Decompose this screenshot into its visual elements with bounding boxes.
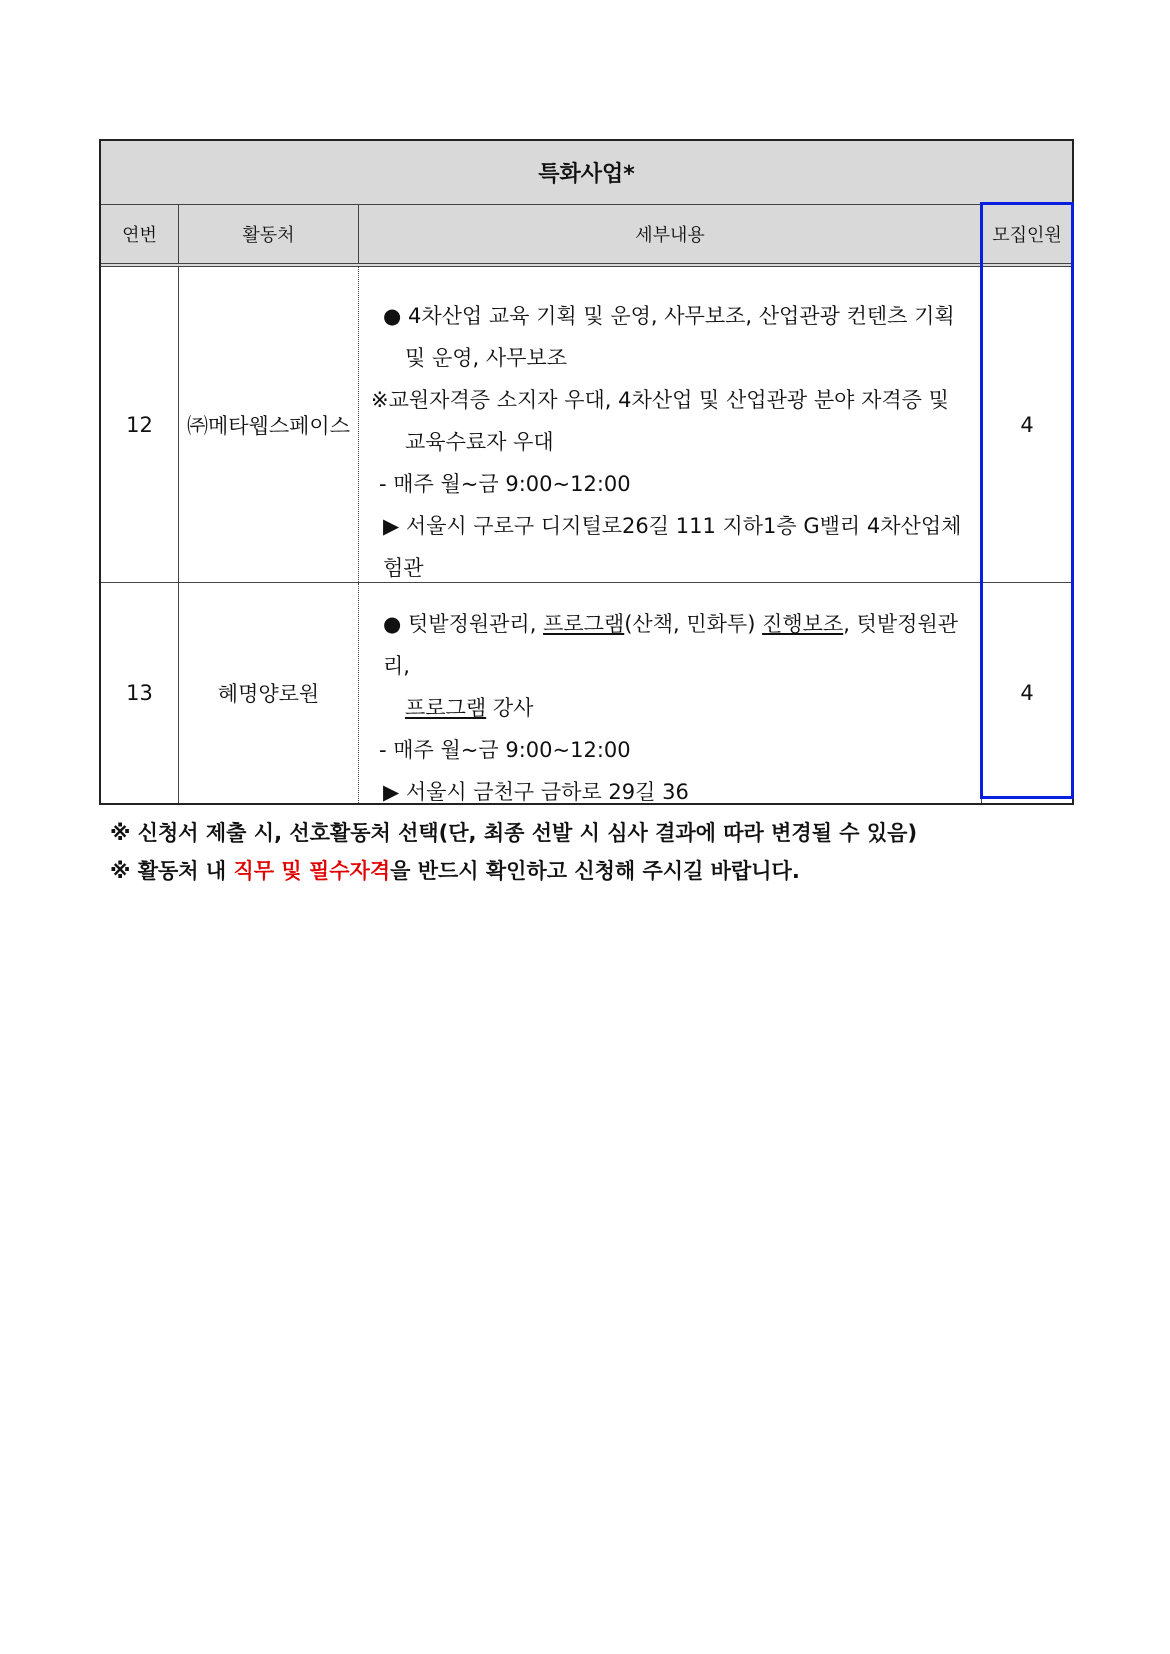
table-row — [101, 583, 1072, 803]
header-no: 연번 — [101, 205, 179, 263]
detail-line: 프로그램 강사 — [405, 696, 534, 720]
row-count: 4 — [1020, 681, 1034, 705]
detail-line: - 매주 월~금 9:00~12:00 — [379, 738, 631, 762]
note-1: ※ 신청서 제출 시, 선호활동처 선택(단, 최종 선발 시 심사 결과에 따라 변경될 수 있음) — [110, 821, 918, 845]
header-detail: 세부내용 — [359, 205, 982, 263]
detail-line: - 매주 월~금 9:00~12:00 — [379, 472, 631, 496]
detail-line: ※교원자격증 소지자 우대, 4차산업 및 산업관광 분야 자격증 및 — [371, 388, 949, 412]
detail-line: ▶ 서울시 금천구 금하로 29길 36 — [383, 780, 689, 804]
row-count: 4 — [1020, 412, 1034, 437]
detail-line: 교육수료자 우대 — [405, 430, 554, 454]
special-project-table — [99, 139, 1074, 805]
detail-line: ● 4차산업 교육 기획 및 운영, 사무보조, 산업관광 컨텐츠 기획 — [383, 304, 955, 328]
header-place: 활동처 — [179, 205, 359, 263]
table-title: 특화사업* — [101, 141, 1072, 205]
row-no: 12 — [101, 267, 179, 582]
row-place: ㈜메타웹스페이스 — [179, 267, 359, 582]
row-place: 혜명양로원 — [179, 583, 359, 803]
header-count: 모집인원 — [992, 225, 1062, 246]
note-2: ※ 활동처 내 직무 및 필수자격을 반드시 확인하고 신청해 주시길 바랍니다. — [110, 859, 800, 883]
detail-line: ▶ 서울시 구로구 디지털로26길 111 지하1층 G밸리 4차산업체험관 — [383, 514, 962, 580]
row-detail — [359, 583, 982, 803]
row-detail — [359, 267, 982, 582]
row-no: 13 — [101, 583, 179, 803]
detail-line: ● 텃밭정원관리, 프로그램(산책, 민화투) 진행보조, 텃밭정원관리, — [383, 612, 959, 678]
detail-line: 및 운영, 사무보조 — [405, 346, 568, 370]
table-header-row — [101, 205, 1072, 267]
emphasis-text: 직무 및 필수자격 — [233, 859, 391, 883]
table-row — [101, 267, 1072, 583]
